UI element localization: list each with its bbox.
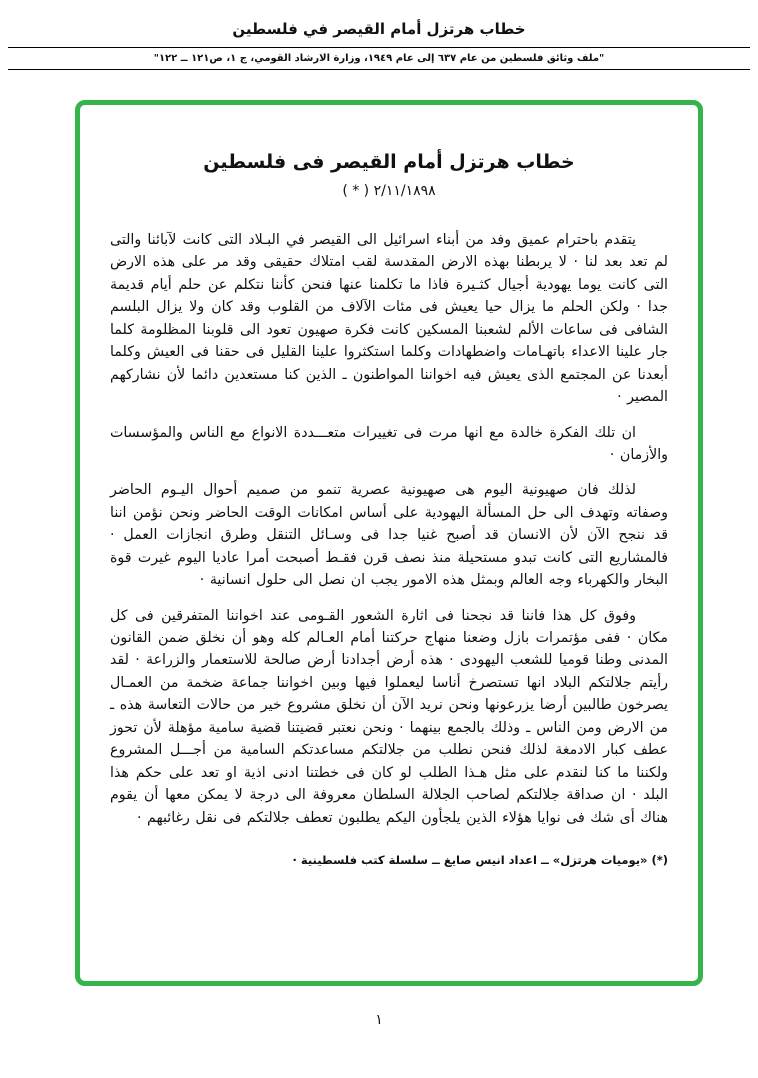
paragraph: وفوق كل هذا فاننا قد نجحنا فى اثارة الشعور القـومى عند اخواننا المتفرقين فى كل مكان · ففى مؤتمرات بازل وضعنا منهاج حركتنا أمام العـالم كله وهو أن نخلق ضمن القانون المدنى وطنا قوميا للشعب اليهودى · هذه أرض أجدادنا أرض صالحة للاستعمار والزراعة · لقد رأيتم جلالتكم البلاد انها تستصرخ أناسا ليعملوا فيها وبين اخواننا جماعة ضخمة من العمـال يصرخون طالبين أرضا يزرعونها ونحن نريد الآن أن نخلق مشروع خير من حالات التعاسة هذه ـ من الارض ومن الناس ـ وذلك بالجمع بينهما · ونحن نعتبر قضيتنا قضية سامية مؤهلة لأن تحوز عطف كبار الادمغة لذلك فنحن نطلب من جلالتكم مساعدتكم السامية من أجـــل المشروع ولكننا ما كنا لنقدم على مثل هـذا الطلب لو كان فى خطتنا ادنى اذية او تعد على حكم هذا البلد · ان صداقة جلالتكم لصاحب الجلالة السلطان معروفة الى درجة لا يمكن معها أن يقوم هناك أى شك فى نوايا هؤلاء الذين يلجأون اليكم يطلبون تعطف جلالتكم فى نقل رغائبهم · [110,607,668,826]
header-rule-bottom [8,69,750,70]
page-header [0,0,758,70]
header-title: خطاب هرتزل أمام القيصر في فلسطين [232,20,526,38]
footnote: (*) «يوميات هرتزل» ــ اعداد انيس صايغ ــ سلسلة كتب فلسطينية · [292,852,668,867]
green-border-frame [75,100,703,986]
document-body [110,151,668,867]
paragraph: يتقدم باحترام عميق وفد من أبناء اسرائيل الى القيصر في البـلاد التى كانت لآبائنا والتى لم تعد بعد لنا · لا يربطنا بهذه الارض المقدسة لقب امتلاك حقيقى وقد مر على هذه الارض التى كانت يوما يهودية أجيال كثـيرة فاذا ما تكلمنا عنها فنحن كأننا نتكلم عن حلم أيام قديمة جدا · ولكن الحلم ما يزال حيا يعيش فى مئات الآلاف من القلوب وقد كان ولا يزال البلسم الشافى فى ساعات الألم لشعبنا المسكين كانت فكرة صهيون تعود الى قلوبنا المظلومة كلما جار علينا الاعداء باتهـامات واضطهادات وكلما استكثروا علينا القليل فى حقنا فى العيش وكلما أبعدنا عن المجتمع الذى يعيش فيه اخواننا المواطنون ـ الذين كنا مستعدين دائما لأن نشاركهم المصير · [110,232,668,406]
page-number: ١ [375,1012,383,1028]
paragraph: لذلك فان صهيونية اليوم هى صهيونية عصرية تنمو من صميم أحوال اليـوم الحاضر وصفاته وتهدف الى حل المسألة اليهودية على أساس امكانات الوقت الحاضر ونحن نؤمن اننا قد ننجح الآن لأن الانسان قد أصبح غنيا جدا فى وسـائل التنقل وطرق انجازات العمل · فالمشاريع التى كانت تبدو مستحيلة منذ نصف قرن فقـط أصبحت أمرا عاديا اليوم غيرت قوة البخار والكهرباء وجه العالم وبمثل هذه الامور يجب ان نصل الى حلول انسانية · [110,482,668,589]
paragraph: ان تلك الفكرة خالدة مع انها مرت فى تغييرات متعـــددة الانواع مع الناس والمؤسسات والأزمان · [110,424,668,463]
header-rule-top [8,47,750,48]
source-citation: "ملف وثائق فلسطين من عام ٦٣٧ إلى عام ١٩٤٩، وزارة الارشاد القومي، ج ١، ص١٢١ ــ ١٢٢" [153,53,605,64]
document-date: ٢/١١/١٨٩٨ ( * ) [342,183,436,199]
document-title: خطاب هرتزل أمام القيصر فى فلسطين [203,151,575,173]
